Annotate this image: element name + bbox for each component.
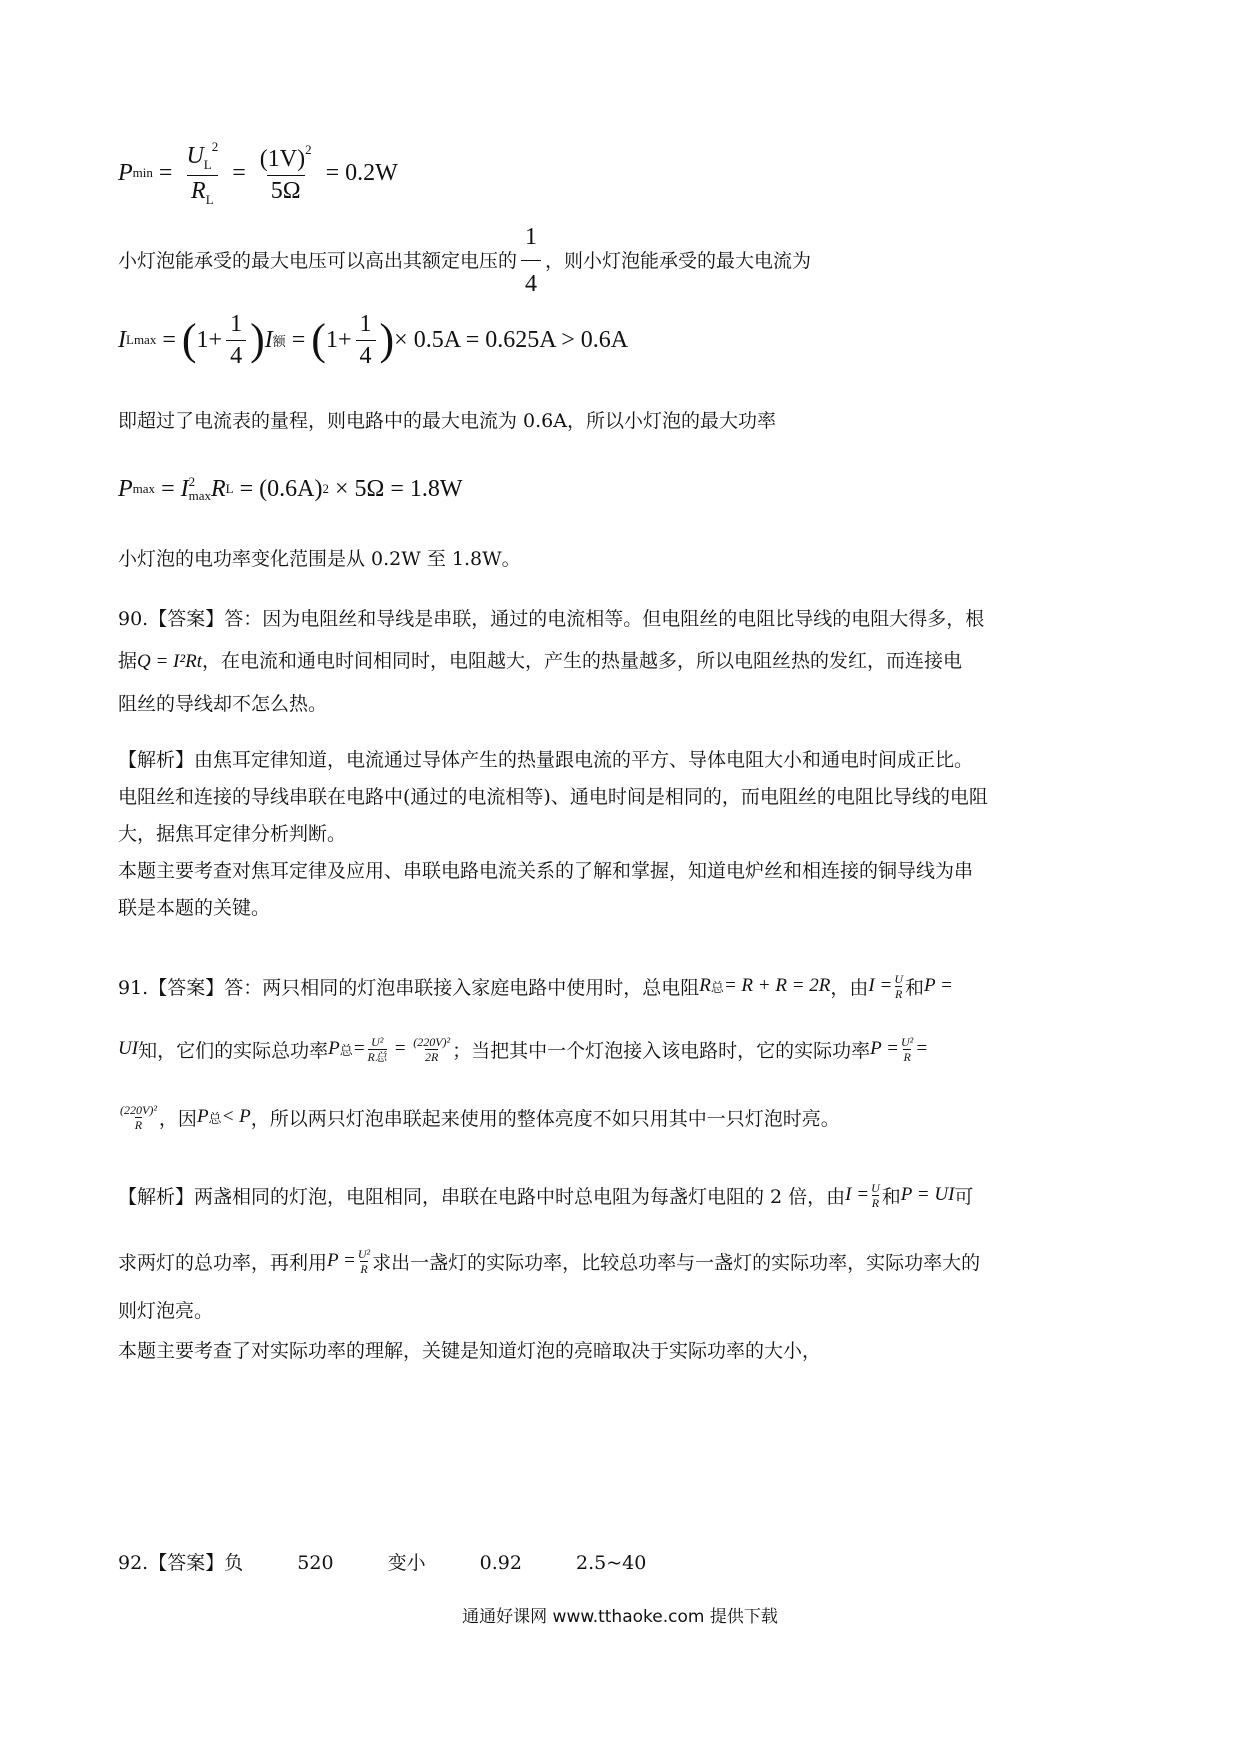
question-91-analysis: [118, 1165, 1128, 1371]
eq-subscript: max: [132, 481, 156, 496]
eq-paren: (: [311, 315, 326, 364]
eq-operator: =: [161, 475, 175, 502]
question-90-answer: [118, 598, 1128, 725]
formula: =: [915, 1038, 929, 1059]
text-run: 求出一盏灯的实际功率，比较总功率与一盏灯的实际功率，实际功率大的: [372, 1251, 981, 1274]
eq-term: (0.6A): [259, 475, 323, 502]
eq-subscript: L: [205, 191, 214, 207]
fraction-denominator: 4: [356, 340, 376, 370]
equation-i-lmax: [118, 300, 1128, 380]
formula: = R + R = 2R: [723, 975, 831, 996]
text-run: 91.【答案】答：两只相同的灯泡串联接入家庭电路中使用时，总电阻: [118, 976, 700, 999]
answer-value: 0.92: [479, 1552, 522, 1574]
text-run: 可: [954, 1185, 974, 1208]
eq-term: 1+: [196, 326, 223, 353]
fraction-denominator: R总: [367, 1049, 387, 1064]
eq-subscript: Lmax: [126, 332, 157, 347]
text-run: ，所以两只灯泡串联起来使用的整体亮度不如只用其中一只灯泡时亮。: [250, 1107, 840, 1130]
formula-subscript: 总: [208, 1111, 222, 1127]
fraction-denominator: 4: [226, 340, 246, 370]
formula: R: [699, 975, 711, 996]
answer-value: 变小: [387, 1552, 426, 1574]
formula: P =: [924, 975, 953, 996]
fraction-numerator: U²: [371, 1034, 384, 1049]
fraction-numerator: U: [871, 1180, 880, 1195]
text-line: 90.【答案】答：因为电阻丝和导线是串联，通过的电流相等。但电阻丝的电阻比导线的电阻大得多，根: [118, 608, 985, 630]
text-line: 本题主要考查对焦耳定律及应用、串联电路电流关系的了解和掌握，知道电炉丝和相连接的铜导线为串: [118, 860, 974, 882]
text-line: [118, 640, 1128, 683]
formula: I =: [845, 1184, 870, 1205]
eq-operator: =: [158, 159, 173, 186]
eq-result: = 0.2W: [325, 159, 398, 186]
fraction-numerator: U: [894, 971, 903, 986]
fraction-numerator: U²: [900, 1034, 914, 1049]
eq-subscript: L: [203, 156, 212, 172]
eq-script: [189, 475, 211, 503]
text-run: ，由: [830, 976, 869, 999]
eq-symbol: P: [118, 475, 133, 502]
formula: < P: [221, 1106, 251, 1127]
text-run: ，在电流和通电时间相同时，电阻越大，产生的热量越多，所以电阻丝热的发红，而连接电: [201, 650, 962, 672]
text-run: 据: [118, 650, 138, 672]
question-91-answer: [118, 962, 1128, 1148]
text-run: 求两灯的总功率，再利用: [118, 1251, 328, 1274]
answer-value: 520: [297, 1552, 334, 1574]
fraction-denominator: R: [360, 1261, 368, 1276]
formula: P =: [870, 1038, 899, 1059]
paragraph: 小灯泡的电功率变化范围是从 0.2W 至 1.8W。: [118, 548, 521, 570]
fraction-denominator: R: [871, 1195, 880, 1210]
fraction-denominator: 4: [521, 260, 541, 305]
fraction-numerator: 1: [525, 224, 538, 250]
fraction: [521, 216, 541, 305]
eq-operator: =: [239, 475, 254, 502]
small-fraction: [901, 1035, 913, 1064]
fraction-denominator: R: [894, 986, 903, 1001]
text-line: [118, 962, 1128, 1010]
equation-p-min: [118, 138, 1128, 208]
eq-superscript: 2: [322, 481, 329, 496]
eq-paren: ): [379, 315, 395, 364]
eq-result: × 0.5A = 0.625A > 0.6A: [394, 326, 629, 353]
small-fraction: [358, 1247, 370, 1276]
text-run: 92.【答案】负: [118, 1552, 244, 1574]
eq-fraction: [182, 139, 222, 208]
eq-subscript: 额: [272, 334, 286, 350]
formula-subscript: 总: [710, 980, 724, 996]
fraction-numerator: 1: [230, 310, 243, 337]
eq-subscript: L: [225, 481, 234, 496]
paragraph-text: 小灯泡能承受的最大电压可以高出其额定电压的: [118, 249, 518, 272]
eq-fraction: [256, 142, 316, 205]
small-fraction: [871, 1181, 880, 1210]
small-fraction: [368, 1035, 387, 1064]
text-line: 【解析】由焦耳定律知道，电流通过导体产生的热量跟电流的平方、导体电阻大小和通电时间成正比。: [118, 749, 974, 771]
eq-paren: ): [250, 315, 265, 364]
eq-superscript: 2: [305, 141, 312, 157]
small-fraction: [413, 1035, 450, 1064]
formula: UI: [118, 1038, 139, 1059]
text-run: 【解析】两盏相同的灯泡，电阻相同，串联在电路中时总电阻为每盏灯电阻的 2 倍，由: [118, 1185, 846, 1208]
eq-operator: =: [162, 326, 176, 353]
page-footer: 通通好课网 www.tthaoke.com 提供下载: [462, 1607, 778, 1627]
eq-symbol: P: [118, 159, 133, 186]
fraction-denominator: R: [903, 1049, 911, 1064]
question-92-answer: [118, 1542, 1128, 1584]
eq-symbol: I: [118, 326, 126, 353]
text-run: 和: [881, 1185, 901, 1208]
eq-symbol: I: [264, 326, 273, 353]
formula-equals: =: [388, 1038, 412, 1059]
answer-value: 2.5~40: [576, 1552, 647, 1574]
formula: Q = I²Rt: [137, 651, 202, 672]
text-line: [118, 1165, 1128, 1225]
fraction-numerator: 1: [359, 310, 372, 337]
formula: P: [328, 1038, 340, 1059]
equation-p-max: [118, 464, 1128, 514]
text-line: 则灯泡亮。: [118, 1300, 214, 1322]
text-line: [118, 1231, 1128, 1291]
formula: P: [196, 1106, 209, 1127]
eq-fraction: [226, 311, 246, 370]
eq-term: (1V): [259, 145, 306, 172]
eq-superscript: 2: [211, 138, 219, 154]
text-line: [118, 1018, 1128, 1080]
eq-symbol: R: [211, 475, 226, 502]
fraction-numerator: (220V)²: [413, 1034, 451, 1049]
eq-paren: (: [181, 315, 197, 364]
fraction-denominator: R: [134, 1117, 143, 1132]
text-line: 电阻丝和连接的导线串联在电路中(通过的电流相等)、通电时间是相同的，而电阻丝的电阻比导线的电阻: [118, 786, 988, 808]
text-run: ；当把其中一个灯泡接入该电路时，它的实际功率: [452, 1039, 871, 1062]
fraction-numerator: (220V)²: [120, 1102, 157, 1117]
small-fraction: [120, 1103, 157, 1132]
text-line: 阻丝的导线却不怎么热。: [118, 693, 328, 715]
formula: I =: [868, 975, 893, 996]
question-90-analysis: [118, 742, 1128, 927]
eq-symbol: I: [180, 475, 189, 502]
text-line: [118, 1086, 1128, 1148]
text-run: 和: [904, 976, 924, 999]
small-fraction: [894, 972, 903, 1001]
text-run: ，因: [158, 1107, 197, 1130]
formula-subscript: 总: [339, 1043, 353, 1059]
eq-subscript: max: [188, 488, 211, 503]
eq-fraction: [356, 311, 376, 370]
eq-symbol: R: [191, 177, 206, 204]
eq-result: × 5Ω = 1.8W: [335, 475, 463, 502]
paragraph: [118, 216, 1128, 305]
text-run: 知，它们的实际总功率: [138, 1039, 329, 1062]
text-line: 联是本题的关键。: [118, 897, 271, 919]
eq-subscript: min: [132, 165, 153, 180]
eq-term: 1+: [325, 326, 352, 353]
paragraph-text: ，则小灯泡能承受的最大电流为: [545, 249, 812, 272]
formula: =: [352, 1038, 366, 1059]
eq-operator: =: [291, 326, 306, 353]
eq-symbol: U: [186, 142, 204, 169]
eq-superscript: 2: [188, 474, 196, 489]
formula: P = UI: [900, 1184, 955, 1205]
fraction-denominator: 2R: [424, 1049, 439, 1064]
text-line: 大，据焦耳定律分析判断。: [118, 823, 347, 845]
text-line: 本题主要考查了对实际功率的理解，关键是知道灯泡的亮暗取决于实际功率的大小，: [118, 1340, 822, 1362]
formula: P =: [327, 1250, 356, 1271]
paragraph: 即超过了电流表的量程，则电路中的最大电流为 0.6A，所以小灯泡的最大功率: [118, 410, 776, 432]
eq-term: 5Ω: [267, 175, 305, 205]
fraction-numerator: U²: [357, 1246, 371, 1261]
eq-operator: =: [232, 159, 246, 186]
